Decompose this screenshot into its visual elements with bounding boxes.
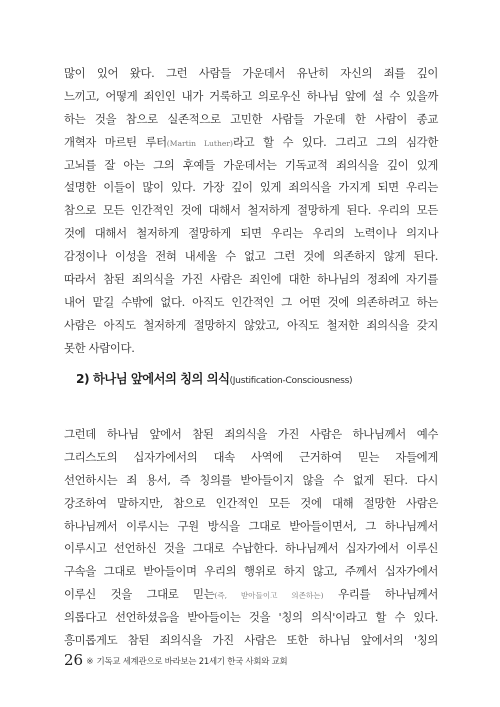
text-line: 구속을 그대로 받아들이며 우리의 행위로 하지 않고, 주께서 십자가에서 xyxy=(64,564,438,579)
text-line-with-annotation xyxy=(64,583,438,606)
text-fragment: 개혁자 마르틴 루터 xyxy=(64,134,167,149)
section-heading xyxy=(76,369,352,387)
section-number: 2) xyxy=(76,372,90,386)
text-line: 따라서 참된 죄의식을 가진 사람은 죄인에 대한 하나님의 정죄에 자기를 xyxy=(64,272,438,287)
text-line: 설명한 이들이 많이 있다. 가장 깊이 있게 죄의식을 가지게 되면 우리는 xyxy=(64,180,438,195)
text-line: 하는 것을 참으로 실존적으로 고민한 사람들 가운데 한 사람이 종교 xyxy=(64,111,438,126)
text-line-with-annotation xyxy=(64,131,438,154)
book-title: 기독교 세계관으로 바라보는 21세기 한국 사회와 교회 xyxy=(96,656,288,666)
text-line: 선언하시는 죄 용서, 즉 칭의를 받아들이지 않을 수 없게 된다. 다시 xyxy=(64,472,438,487)
body-paragraph-1 xyxy=(64,62,438,360)
text-line: 많이 있어 왔다. 그런 사람들 가운데서 유난히 자신의 죄를 깊이 xyxy=(64,66,438,80)
text-line: 사람은 아직도 철저하게 절망하지 않았고, 아직도 철저한 죄의식을 갖지 xyxy=(64,317,438,332)
text-line: 이루시고 선언하신 것을 그대로 수납한다. 하나님께서 십자가에서 이루신 xyxy=(64,541,438,556)
text-fragment: 라고 할 수 있다. 그리고 그의 심각한 xyxy=(232,134,438,149)
inline-annotation: (즉, 받아들이고 의존하는) xyxy=(214,591,324,601)
body-paragraph-2 xyxy=(64,423,438,652)
page-number: 26 xyxy=(64,651,84,669)
text-line: 내어 맡길 수밖에 없다. 아직도 인간적인 그 어떤 것에 의존하려고 하는 xyxy=(64,294,438,309)
text-line: 감정이나 이성을 전혀 내세울 수 없고 그런 것에 의존하지 않게 된다. xyxy=(64,249,438,264)
text-line: 느끼고, 어떻게 죄인인 내가 거룩하고 의로우신 하나님 앞에 설 수 있을까 xyxy=(64,88,438,103)
text-line: 고뇌를 잘 아는 그의 후예들 가운데서는 기독교적 죄의식을 깊이 있게 xyxy=(64,157,438,172)
text-line: 참으로 모든 인간적인 것에 대해서 철저하게 절망하게 된다. 우리의 모든 xyxy=(64,203,438,218)
text-line: 흥미롭게도 참된 죄의식을 가진 사람은 또한 하나님 앞에서의 '칭의 xyxy=(64,633,438,648)
text-line: 그리스도의 십자가에서의 대속 사역에 근거하여 믿는 자들에게 xyxy=(64,449,438,464)
page-footer xyxy=(64,649,287,669)
footer-bullet: ※ xyxy=(86,657,94,667)
text-fragment: 이루신 것을 그대로 믿는 xyxy=(64,587,215,602)
text-fragment: 우리를 하나님께서 xyxy=(323,587,438,602)
text-line: 강조하여 말하지만, 참으로 인간적인 모든 것에 대해 절망한 사람은 xyxy=(64,495,438,510)
text-line: 의롭다고 선언하셨음을 받아들이는 것을 '칭의 의식'이라고 할 수 있다. xyxy=(64,610,438,625)
section-title: 하나님 앞에서의 칭의 의식 xyxy=(92,372,230,386)
text-line: 그런데 하나님 앞에서 참된 죄의식을 가진 사람은 하나님께서 예수 xyxy=(64,427,438,441)
inline-annotation: (Martin Luther) xyxy=(166,138,233,148)
text-line: 하나님께서 이루시는 구원 방식을 그대로 받아들이면서, 그 하나님께서 xyxy=(64,518,438,533)
text-line: 못한 사람이다. xyxy=(64,340,135,355)
text-line: 것에 대해서 철저하게 절망하게 되면 우리는 우리의 노력이나 의지나 xyxy=(64,226,438,241)
section-title-english: (Justification-Consciousness) xyxy=(229,375,353,386)
